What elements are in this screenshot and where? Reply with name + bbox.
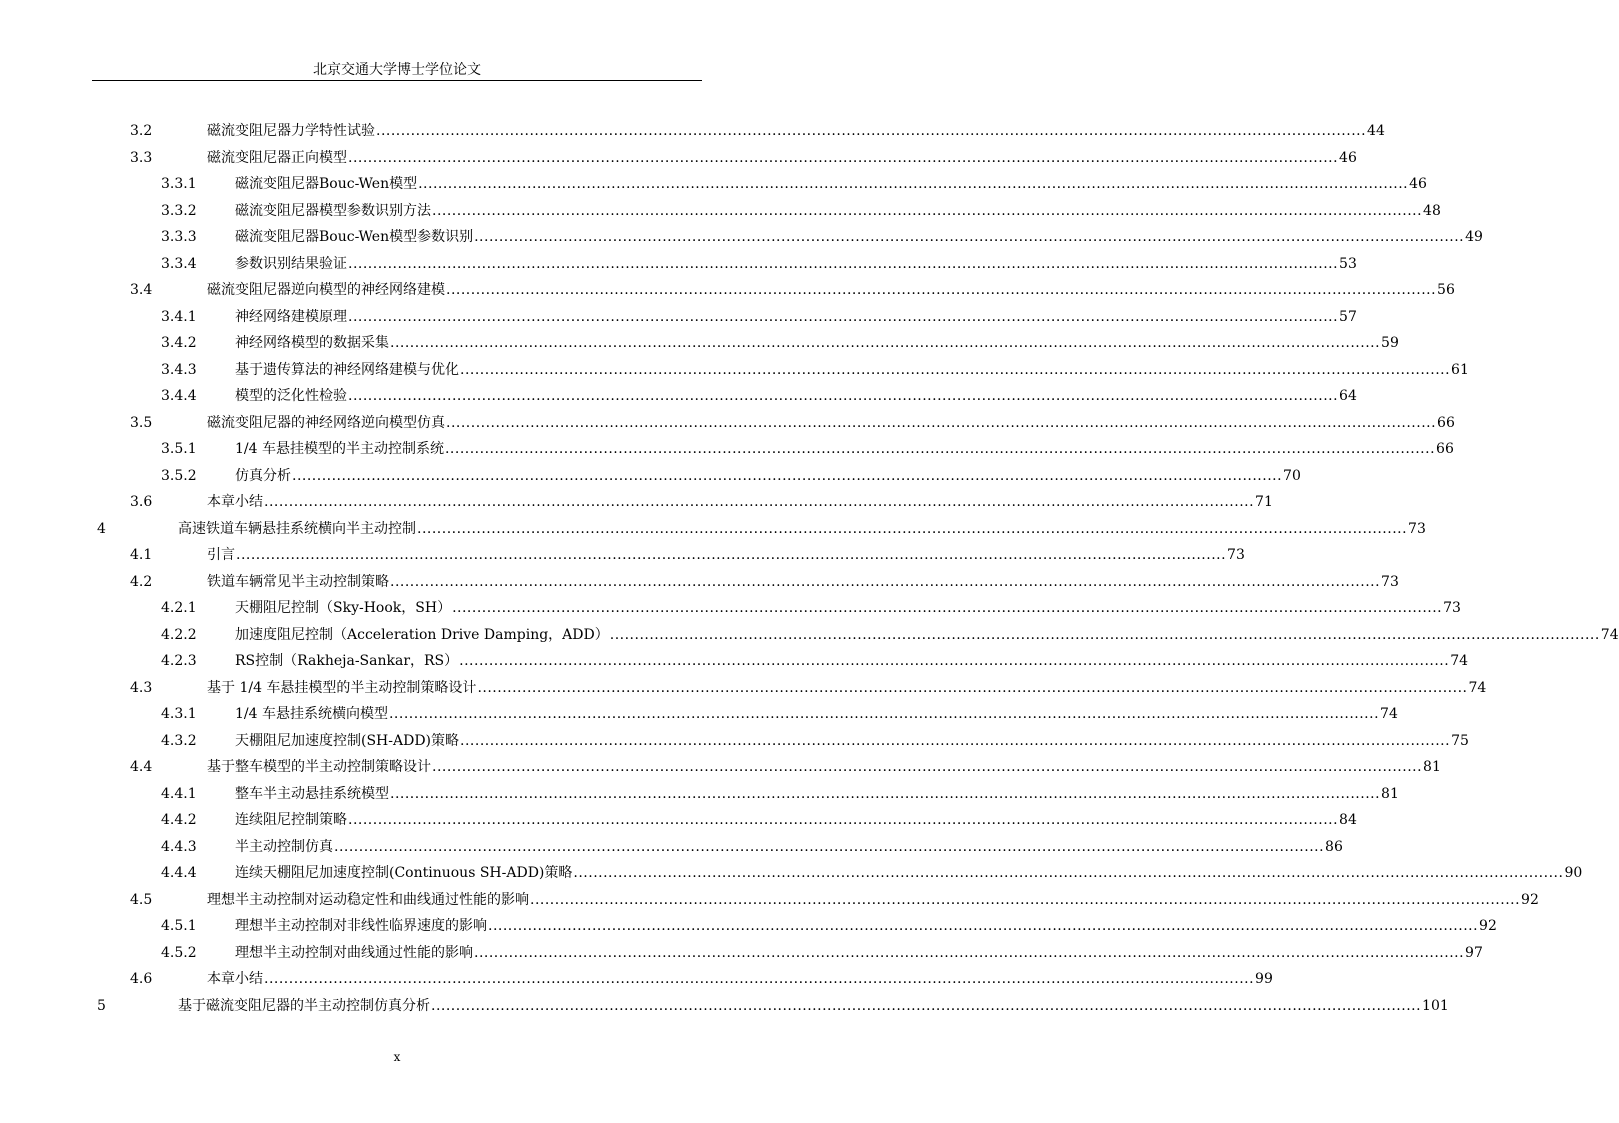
toc-entry-title: 引言: [207, 547, 235, 563]
toc-entry-title: 连续天棚阻尼加速度控制(Continuous SH-ADD)策略: [235, 865, 573, 881]
toc-entry-page: 59: [1381, 335, 1399, 351]
toc-entry-number: 4.3: [130, 679, 153, 696]
running-header: 北京交通大学博士学位论文: [313, 62, 481, 78]
toc-entry[interactable]: [0, 332, 1399, 354]
toc-dot-leader: ........................................................................................................................................................................................................: [460, 361, 1451, 378]
toc-entry-title: 本章小结: [207, 971, 263, 987]
toc-entry-number: 4.4.1: [161, 785, 197, 802]
toc-entry-title: 神经网络模型的数据采集: [235, 335, 389, 351]
toc-entry-number: 4.4.3: [161, 838, 197, 855]
toc-entry-title: 高速铁道车辆悬挂系统横向半主动控制: [178, 520, 416, 537]
toc-dot-leader: ........................................................................................................................................................................................................: [334, 838, 1325, 855]
toc-dot-leader: ........................................................................................................................................................................................................: [388, 706, 1380, 722]
toc-entry-number: 4.4.2: [161, 812, 197, 828]
toc-entry-number: 3.3.2: [161, 202, 197, 219]
toc-entry-page: 86: [1325, 838, 1343, 855]
toc-dot-leader: ........................................................................................................................................................................................................: [609, 626, 1600, 643]
toc-dot-leader: ........................................................................................................................................................................................................: [236, 547, 1227, 563]
toc-entry[interactable]: [0, 597, 1461, 619]
toc-entry-title: 1/4 车悬挂系统横向模型: [235, 706, 388, 722]
toc-dot-leader: ........................................................................................................................................................................................................: [264, 494, 1255, 510]
toc-dot-leader: ........................................................................................................................................................................................................: [460, 732, 1451, 749]
toc-entry[interactable]: [0, 756, 1441, 778]
toc-entry-title: 模型的泛化性检验: [235, 388, 347, 404]
toc-entry-number: 4.5: [130, 891, 153, 908]
toc-entry-page: 92: [1521, 891, 1539, 908]
toc-entry-title: 1/4 车悬挂模型的半主动控制系统: [235, 441, 444, 457]
toc-dot-leader: ........................................................................................................................................................................................................: [348, 812, 1339, 828]
toc-entry-page: 66: [1436, 441, 1454, 457]
toc-entry[interactable]: [0, 995, 1449, 1017]
toc-dot-leader: ........................................................................................................................................................................................................: [390, 335, 1381, 351]
toc-entry[interactable]: [0, 120, 1385, 142]
toc-entry-title: 理想半主动控制对运动稳定性和曲线通过性能的影响: [207, 891, 529, 908]
toc-entry-page: 97: [1465, 944, 1483, 961]
toc-entry-page: 101: [1422, 997, 1449, 1014]
toc-entry[interactable]: [0, 889, 1539, 911]
toc-entry[interactable]: [0, 571, 1399, 593]
toc-entry-number: 3.3.4: [161, 255, 197, 272]
toc-entry-title: 基于整车模型的半主动控制策略设计: [207, 759, 431, 775]
toc-entry[interactable]: [0, 359, 1469, 381]
toc-entry-number: 3.4.3: [161, 361, 197, 378]
toc-entry-page: 99: [1255, 971, 1273, 987]
toc-dot-leader: ........................................................................................................................................................................................................: [459, 653, 1450, 669]
toc-dot-leader: ........................................................................................................................................................................................................: [474, 944, 1465, 961]
toc-entry-title: 磁流变阻尼器Bouc-Wen模型参数识别: [235, 229, 474, 245]
toc-dot-leader: ........................................................................................................................................................................................................: [417, 520, 1408, 537]
toc-entry-page: 74: [1468, 679, 1487, 696]
toc-entry[interactable]: [0, 942, 1483, 964]
toc-entry-title: 磁流变阻尼器逆向模型的神经网络建模: [207, 282, 445, 298]
toc-entry-page: 75: [1451, 732, 1469, 749]
toc-entry-title: 连续阻尼控制策略: [235, 812, 347, 828]
toc-dot-leader: ........................................................................................................................................................................................................: [446, 282, 1437, 298]
toc-entry-page: 90: [1564, 865, 1583, 881]
toc-entry-number: 4.2.1: [161, 600, 197, 616]
toc-entry[interactable]: [0, 226, 1483, 248]
toc-entry[interactable]: [0, 491, 1273, 513]
toc-entry-title: 基于 1/4 车悬挂模型的半主动控制策略设计: [207, 679, 477, 696]
toc-entry-number: 4.5.2: [161, 944, 197, 961]
toc-entry-page: 73: [1227, 547, 1245, 563]
toc-entry-number: 3.4.2: [161, 335, 197, 351]
toc-dot-leader: ........................................................................................................................................................................................................: [573, 865, 1564, 881]
toc-entry-title: 基于遗传算法的神经网络建模与优化: [235, 361, 459, 378]
toc-entry-page: 56: [1437, 282, 1455, 298]
toc-entry-title: 本章小结: [207, 494, 263, 510]
toc-entry-title: 基于磁流变阻尼器的半主动控制仿真分析: [178, 997, 430, 1014]
toc-entry-number: 3.6: [130, 494, 153, 510]
toc-dot-leader: ........................................................................................................................................................................................................: [432, 759, 1423, 775]
toc-entry[interactable]: [0, 836, 1343, 858]
toc-dot-leader: ........................................................................................................................................................................................................: [292, 467, 1283, 484]
page-number: x: [393, 1050, 401, 1064]
toc-entry-number: 4.6: [130, 971, 153, 987]
toc-dot-leader: ........................................................................................................................................................................................................: [390, 573, 1381, 590]
toc-entry-page: 92: [1479, 918, 1497, 934]
toc-entry-page: 46: [1409, 176, 1427, 192]
toc-entry[interactable]: [0, 465, 1301, 487]
toc-entry-number: 5: [97, 997, 106, 1014]
toc-entry-page: 61: [1451, 361, 1469, 378]
toc-entry-number: 3.4: [130, 282, 153, 298]
toc-entry-title: 天棚阻尼加速度控制(SH-ADD)策略: [235, 732, 460, 749]
toc-entry-number: 4.4: [130, 759, 153, 775]
toc-entry-page: 53: [1339, 255, 1357, 272]
header-rule: [92, 80, 702, 81]
toc-entry-number: 4.5.1: [161, 918, 197, 934]
toc-entry[interactable]: [0, 650, 1469, 672]
toc-entry-page: 74: [1600, 626, 1619, 643]
toc-entry-number: 3.5.1: [161, 441, 197, 457]
toc-dot-leader: ........................................................................................................................................................................................................: [348, 149, 1339, 166]
toc-entry[interactable]: [0, 809, 1357, 831]
toc-dot-leader: ........................................................................................................................................................................................................: [431, 997, 1422, 1014]
toc-entry-number: 4.2.3: [161, 653, 197, 669]
toc-entry-title: 磁流变阻尼器正向模型: [207, 149, 347, 166]
toc-entry-number: 4.2: [130, 573, 153, 590]
toc-entry-title: 理想半主动控制对非线性临界速度的影响: [235, 918, 487, 934]
toc-entry-page: 81: [1381, 785, 1399, 802]
toc-entry-title: 加速度阻尼控制（Acceleration Drive Damping，ADD）: [235, 626, 609, 643]
toc-entry-number: 4: [97, 520, 106, 537]
toc-entry[interactable]: [0, 730, 1469, 752]
toc-entry-title: 铁道车辆常见半主动控制策略: [207, 573, 389, 590]
toc-entry-page: 73: [1381, 573, 1399, 590]
toc-entry-page: 73: [1443, 600, 1461, 616]
toc-entry[interactable]: [0, 253, 1357, 275]
toc-entry-page: 44: [1367, 123, 1385, 139]
toc-entry-title: 神经网络建模原理: [235, 308, 347, 325]
toc-entry-title: 天棚阻尼控制（Sky-Hook，SH）: [235, 600, 452, 616]
toc-entry[interactable]: [0, 412, 1455, 434]
toc-dot-leader: ........................................................................................................................................................................................................: [477, 679, 1468, 696]
toc-dot-leader: ........................................................................................................................................................................................................: [348, 255, 1339, 272]
toc-dot-leader: ........................................................................................................................................................................................................: [348, 388, 1339, 404]
toc-entry-page: 48: [1423, 202, 1441, 219]
toc-entry-number: 4.3.2: [161, 732, 197, 749]
toc-entry-page: 74: [1450, 653, 1469, 669]
toc-entry-title: 磁流变阻尼器模型参数识别方法: [235, 202, 431, 219]
toc-dot-leader: ........................................................................................................................................................................................................: [432, 202, 1423, 219]
toc-entry-page: 73: [1408, 520, 1426, 537]
toc-entry[interactable]: [0, 862, 1583, 884]
toc-entry[interactable]: [0, 915, 1497, 937]
toc-entry-number: 4.4.4: [161, 865, 197, 881]
toc-entry-title: 磁流变阻尼器Bouc-Wen模型: [235, 176, 418, 192]
toc-dot-leader: ........................................................................................................................................................................................................: [488, 918, 1479, 934]
toc-entry-title: 半主动控制仿真: [235, 838, 333, 855]
toc-entry-page: 49: [1465, 229, 1483, 245]
toc-dot-leader: ........................................................................................................................................................................................................: [446, 414, 1437, 431]
toc-entry-number: 3.3.1: [161, 176, 197, 192]
toc-dot-leader: ........................................................................................................................................................................................................: [264, 971, 1255, 987]
toc-entry[interactable]: [0, 624, 1619, 646]
toc-dot-leader: ........................................................................................................................................................................................................: [452, 600, 1443, 616]
toc-entry-number: 3.5: [130, 414, 153, 431]
toc-entry-page: 74: [1380, 706, 1398, 722]
toc-entry[interactable]: [0, 968, 1273, 990]
toc-entry[interactable]: [0, 279, 1455, 301]
toc-entry[interactable]: [0, 173, 1427, 195]
toc-entry-title: 理想半主动控制对曲线通过性能的影响: [235, 944, 473, 961]
toc-entry[interactable]: [0, 147, 1357, 169]
toc-entry-page: 81: [1423, 759, 1441, 775]
toc-entry-page: 84: [1339, 812, 1357, 828]
toc-entry[interactable]: [0, 438, 1454, 460]
toc-entry-title: 参数识别结果验证: [235, 255, 347, 272]
toc-entry[interactable]: [0, 200, 1441, 222]
toc-dot-leader: ........................................................................................................................................................................................................: [444, 441, 1436, 457]
toc-dot-leader: ........................................................................................................................................................................................................: [418, 176, 1409, 192]
toc-entry-title: 磁流变阻尼器力学特性试验: [207, 123, 375, 139]
toc-entry-number: 3.3.3: [161, 229, 197, 245]
toc-entry[interactable]: [0, 703, 1398, 725]
toc-entry[interactable]: [0, 544, 1245, 566]
toc-entry-page: 64: [1339, 388, 1357, 404]
toc-entry[interactable]: [0, 783, 1399, 805]
toc-entry-title: RS控制（Rakheja-Sankar，RS）: [235, 653, 459, 669]
toc-entry-title: 磁流变阻尼器的神经网络逆向模型仿真: [207, 414, 445, 431]
toc-entry-page: 46: [1339, 149, 1357, 166]
toc-entry-number: 4.3.1: [161, 706, 197, 722]
toc-dot-leader: ........................................................................................................................................................................................................: [390, 785, 1381, 802]
toc-entry-number: 3.4.4: [161, 388, 197, 404]
toc-dot-leader: ........................................................................................................................................................................................................: [474, 229, 1465, 245]
toc-entry[interactable]: [0, 518, 1426, 540]
toc-entry[interactable]: [0, 306, 1357, 328]
toc-entry-number: 3.2: [130, 123, 153, 139]
toc-entry[interactable]: [0, 677, 1487, 699]
toc-entry-page: 71: [1255, 494, 1273, 510]
toc-entry-number: 3.3: [130, 149, 153, 166]
toc-dot-leader: ........................................................................................................................................................................................................: [348, 308, 1339, 325]
toc-entry-number: 4.1: [130, 547, 153, 563]
toc-entry-page: 70: [1283, 467, 1301, 484]
toc-entry-number: 4.2.2: [161, 626, 197, 643]
toc-dot-leader: ........................................................................................................................................................................................................: [530, 891, 1521, 908]
toc-entry-number: 3.4.1: [161, 308, 197, 325]
toc-entry[interactable]: [0, 385, 1357, 407]
toc-entry-number: 3.5.2: [161, 467, 197, 484]
toc-entry-page: 57: [1339, 308, 1357, 325]
toc-dot-leader: ........................................................................................................................................................................................................: [376, 123, 1367, 139]
toc-entry-title: 仿真分析: [235, 467, 291, 484]
toc-entry-title: 整车半主动悬挂系统模型: [235, 785, 389, 802]
toc-entry-page: 66: [1437, 414, 1455, 431]
